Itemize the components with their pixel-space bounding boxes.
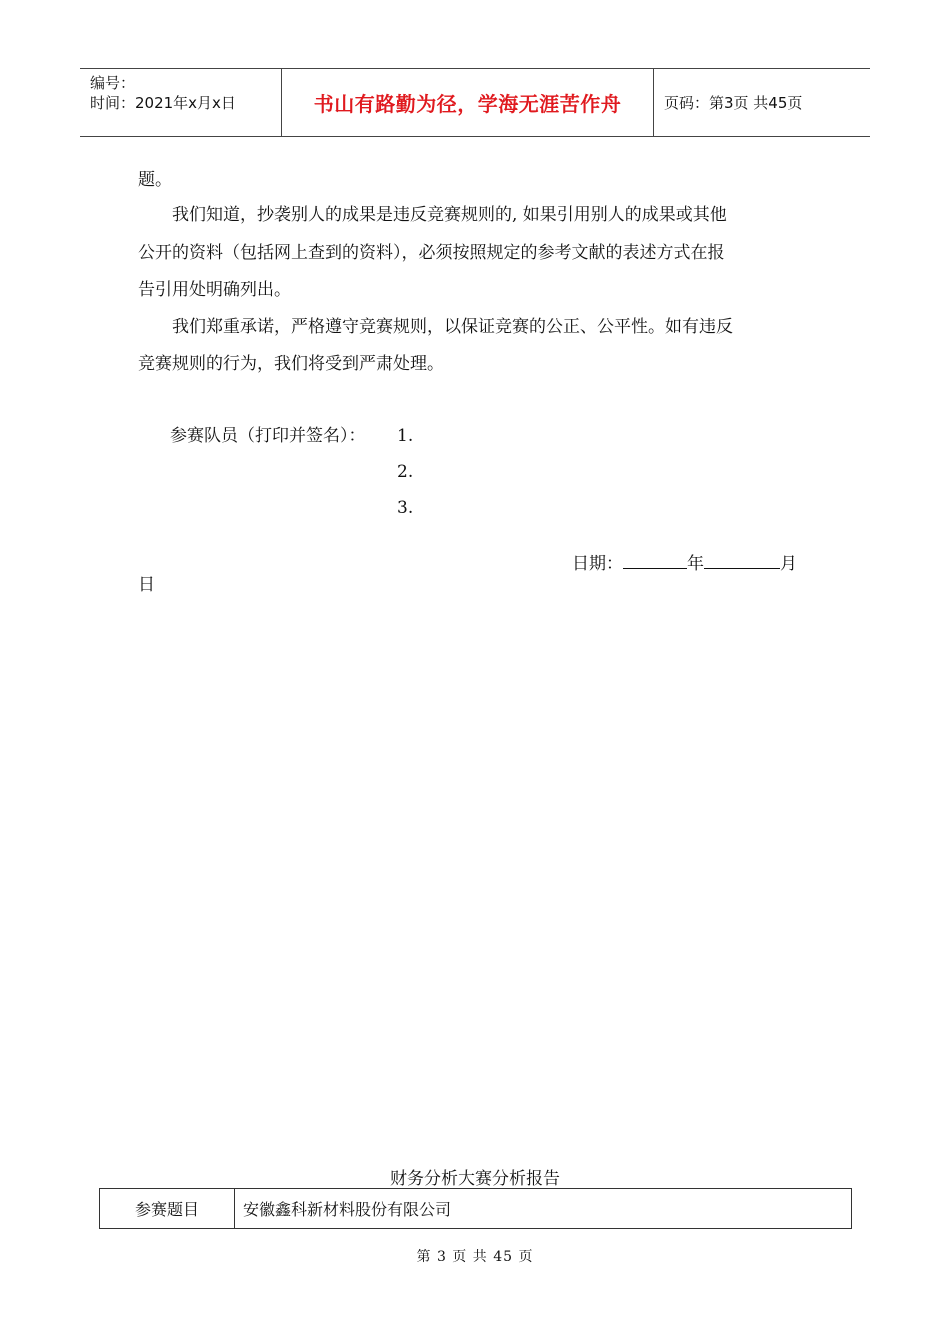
date-line [572,552,797,576]
text-line: 题。 [138,170,172,190]
team-member-3: 3. [397,498,414,518]
date-day: 日 [138,575,155,595]
text-line: 我们知道，抄袭别人的成果是违反竞赛规则的, 如果引用别人的成果或其他 [172,205,727,225]
team-member-2: 2. [397,462,414,482]
year-blank [623,554,687,569]
topic-value: 安徽鑫科新材料股份有限公司 [235,1189,852,1229]
month-blank [704,554,780,569]
text-line: 告引用处明确列出。 [138,280,291,300]
team-member-1: 1. [397,426,414,446]
topic-label: 参赛题目 [100,1189,235,1229]
time-label: 时间：2021年x月x日 [90,94,236,112]
header-page-info: 页码：第3页 共45页 [664,94,803,112]
table-row [100,1189,852,1229]
header-meta [80,69,281,136]
text-line: 竞赛规则的行为，我们将受到严肃处理。 [138,354,444,374]
date-year: 年 [687,554,704,574]
page-footer: 第 3 页 共 45 页 [416,1249,534,1265]
text-line: 公开的资料（包括网上查到的资料），必须按照规定的参考文献的表述方式在报 [138,243,725,263]
report-info-table [99,1188,852,1229]
date-label: 日期： [572,554,623,574]
page-header [80,68,870,137]
team-label: 参赛队员（打印并签名）： [170,426,366,446]
text-line: 我们郑重承诺，严格遵守竞赛规则，以保证竞赛的公正、公平性。如有违反 [172,317,733,337]
report-title: 财务分析大赛分析报告 [390,1169,560,1189]
header-motto: 书山有路勤为径，学海无涯苦作舟 [281,69,654,136]
number-label: 编号： [90,74,136,92]
date-month: 月 [780,554,797,574]
